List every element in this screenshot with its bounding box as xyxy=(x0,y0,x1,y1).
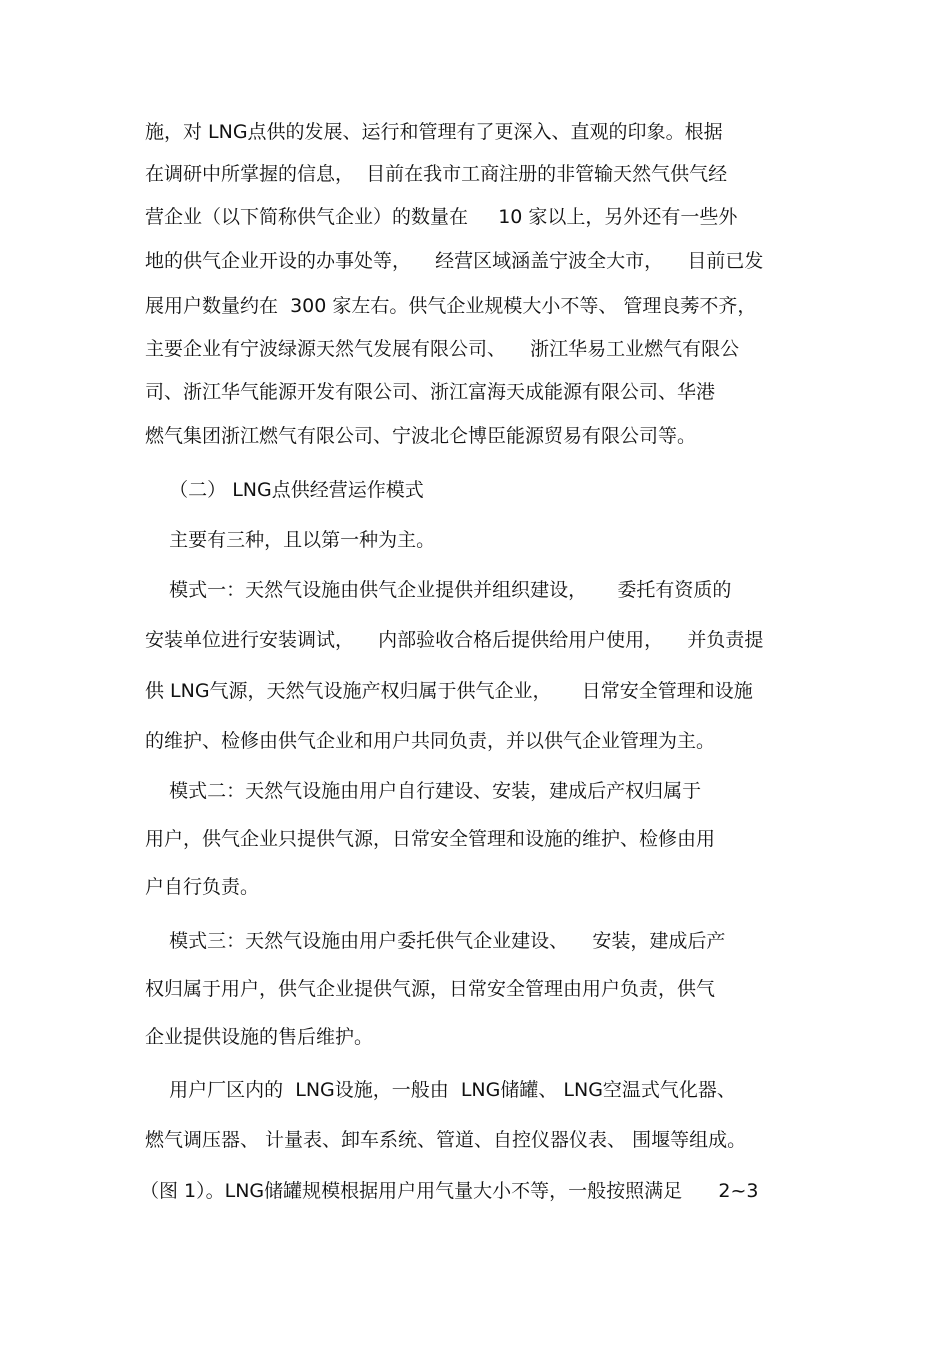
text-line: 燃气集团浙江燃气有限公司、宁波北仑博臣能源贸易有限公司等。 xyxy=(145,425,697,447)
text-line: 主要有三种，且以第一种为主。 xyxy=(145,529,436,551)
text-line: 模式二：天然气设施由用户自行建设、安装，建成后产权归属于 xyxy=(145,780,702,802)
text-line: 地的供气企业开设的办事处等， 经营区域涵盖宁波全大市， 目前已发 xyxy=(145,250,764,272)
text-line: 模式三：天然气设施由用户委托供气企业建设、 安装，建成后产 xyxy=(145,930,726,952)
text-line: 用户，供气企业只提供气源，日常安全管理和设施的维护、检修由用 xyxy=(145,828,716,850)
text-line: 权归属于用户，供气企业提供气源，日常安全管理由用户负责，供气 xyxy=(145,978,716,1000)
text-line: 安装单位进行安装调试， 内部验收合格后提供给用户使用， 并负责提 xyxy=(145,629,764,651)
text-line: 企业提供设施的售后维护。 xyxy=(145,1026,374,1048)
text-line: 的维护、检修由供气企业和用户共同负责，并以供气企业管理为主。 xyxy=(145,730,716,752)
text-line: 主要企业有宁波绿源天然气发展有限公司、 浙江华易工业燃气有限公 xyxy=(145,338,740,360)
text-line: 展用户数量约在 300 家左右。供气企业规模大小不等、 管理良莠不齐， xyxy=(145,295,757,317)
text-line: 供 LNG气源，天然气设施产权归属于供气企业， 日常安全管理和设施 xyxy=(145,680,753,702)
text-line: （图 1）。LNG储罐规模根据用户用气量大小不等，一般按照满足 2~3 xyxy=(140,1180,759,1202)
text-line: 施，对 LNG点供的发展、运行和管理有了更深入、直观的印象。根据 xyxy=(145,121,723,143)
text-line: 用户厂区内的 LNG设施，一般由 LNG储罐、 LNG空温式气化器、 xyxy=(145,1079,736,1101)
text-line: 模式一：天然气设施由供气企业提供并组织建设， 委托有资质的 xyxy=(145,579,732,601)
section-heading: （二） LNG点供经营运作模式 xyxy=(145,479,424,501)
text-line: 营企业（以下简称供气企业）的数量在 10 家以上，另外还有一些外 xyxy=(145,206,738,228)
text-line: 司、浙江华气能源开发有限公司、浙江富海天成能源有限公司、华港 xyxy=(145,381,716,403)
text-line: 户自行负责。 xyxy=(145,876,260,898)
text-line: 燃气调压器、 计量表、卸车系统、管道、自控仪器仪表、 围堰等组成。 xyxy=(145,1129,747,1151)
text-line: 在调研中所掌握的信息， 目前在我市工商注册的非管输天然气供气经 xyxy=(145,163,728,185)
